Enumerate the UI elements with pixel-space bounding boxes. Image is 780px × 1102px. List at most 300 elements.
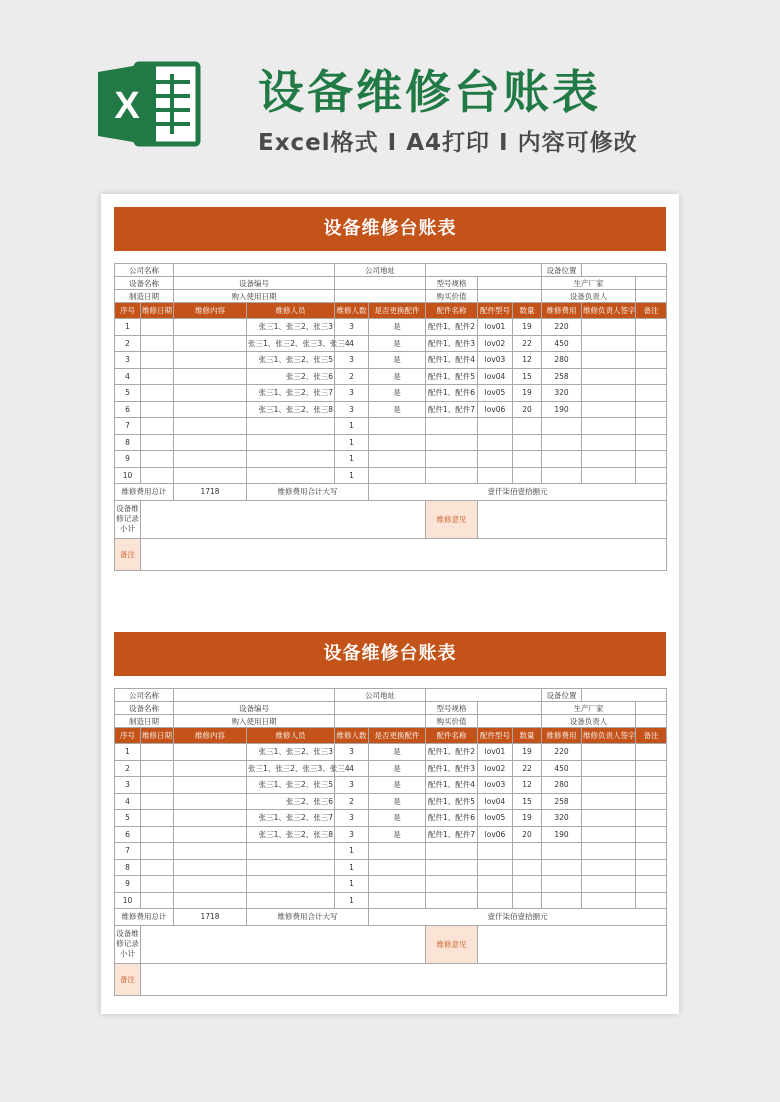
part-replaced-cell[interactable] [369,418,426,435]
repair-date-cell[interactable] [141,434,174,451]
manufacturer-value[interactable] [636,702,667,715]
part-replaced-cell[interactable]: 是 [369,744,426,761]
repair-date-cell[interactable] [141,352,174,369]
table-row [115,467,667,484]
row-no-cell: 7 [115,843,141,860]
repair-date-cell[interactable] [141,335,174,352]
part-replaced-cell[interactable]: 是 [369,335,426,352]
repair-cost-cell[interactable] [542,843,582,860]
repair-content-cell[interactable] [174,810,247,827]
row-no-cell: 5 [115,810,141,827]
device-location-label: 设备位置 [542,264,582,277]
repair-content-cell[interactable] [174,434,247,451]
part-model-cell[interactable]: lov04 [478,793,513,810]
repair-cost-cell[interactable]: 450 [542,760,582,777]
signer-cell[interactable] [582,385,636,402]
repair-cost-cell[interactable] [542,467,582,484]
signer-cell[interactable] [582,401,636,418]
signer-cell[interactable] [582,352,636,369]
column-header: 备注 [636,303,667,319]
part-replaced-cell[interactable]: 是 [369,401,426,418]
repair-staff-cell[interactable]: 张三1、张三2、张三8 [247,826,335,843]
quantity-cell[interactable] [513,467,542,484]
repair-cost-cell[interactable]: 450 [542,335,582,352]
row-no-cell: 1 [115,744,141,761]
quantity-cell[interactable]: 22 [513,760,542,777]
staff-count-cell[interactable]: 4 [335,760,369,777]
repair-date-cell[interactable] [141,810,174,827]
part-replaced-cell[interactable]: 是 [369,385,426,402]
signer-cell[interactable] [582,859,636,876]
part-model-cell[interactable]: lov01 [478,319,513,336]
staff-count-cell[interactable]: 3 [335,744,369,761]
row-no-cell: 10 [115,467,141,484]
quantity-cell[interactable]: 19 [513,319,542,336]
repair-staff-cell[interactable]: 张三1、张三2、张三3、张三4 [247,335,335,352]
staff-count-cell[interactable]: 1 [335,892,369,909]
repair-content-cell[interactable] [174,352,247,369]
signer-cell[interactable] [582,744,636,761]
repair-content-cell[interactable] [174,451,247,468]
part-name-cell[interactable] [426,418,478,435]
signer-cell[interactable] [582,335,636,352]
column-header: 配件型号 [478,303,513,319]
repair-staff-cell[interactable]: 张三1、张三2、张三3 [247,744,335,761]
quantity-cell[interactable] [513,892,542,909]
total-cost-value[interactable]: 1718 [174,909,247,926]
record-subtotal-value[interactable] [141,925,426,963]
part-model-cell[interactable]: lov03 [478,352,513,369]
repair-date-cell[interactable] [141,418,174,435]
quantity-cell[interactable]: 12 [513,352,542,369]
part-name-cell[interactable] [426,892,478,909]
part-replaced-cell[interactable]: 是 [369,810,426,827]
signer-cell[interactable] [582,418,636,435]
row-note-cell[interactable] [636,826,667,843]
ledger-title: 设备维修台账表 [114,207,666,251]
part-name-cell[interactable]: 配件1、配件4 [426,777,478,794]
staff-count-cell[interactable]: 3 [335,319,369,336]
table-row [115,793,667,810]
row-no-cell: 3 [115,777,141,794]
column-header: 维修人员 [247,728,335,744]
part-name-cell[interactable] [426,876,478,893]
column-header: 序号 [115,303,141,319]
staff-count-cell[interactable]: 2 [335,793,369,810]
repair-content-cell[interactable] [174,826,247,843]
part-replaced-cell[interactable]: 是 [369,777,426,794]
row-note-cell[interactable] [636,777,667,794]
repair-staff-cell[interactable]: 张三1、张三2、张三8 [247,401,335,418]
part-replaced-cell[interactable]: 是 [369,826,426,843]
part-replaced-cell[interactable] [369,843,426,860]
repair-date-cell[interactable] [141,876,174,893]
repair-staff-cell[interactable]: 张三1、张三2、张三3、张三4 [247,760,335,777]
purchase-price-label: 购买价值 [426,290,478,303]
part-model-cell[interactable]: lov01 [478,744,513,761]
quantity-cell[interactable] [513,451,542,468]
signer-cell[interactable] [582,434,636,451]
repair-staff-cell[interactable]: 张三1、张三2、张三7 [247,810,335,827]
repair-content-cell[interactable] [174,793,247,810]
row-note-cell[interactable] [636,793,667,810]
column-header-row [115,728,667,744]
quantity-cell[interactable]: 12 [513,777,542,794]
row-note-cell[interactable] [636,859,667,876]
part-replaced-cell[interactable]: 是 [369,760,426,777]
purchase-price-value[interactable] [478,715,542,728]
row-no-cell: 10 [115,892,141,909]
column-header: 数量 [513,728,542,744]
repair-content-cell[interactable] [174,892,247,909]
row-no-cell: 5 [115,385,141,402]
staff-count-cell[interactable]: 3 [335,352,369,369]
device-location-value[interactable] [582,689,667,702]
quantity-cell[interactable] [513,434,542,451]
repair-staff-cell[interactable]: 张三1、张三2、张三5 [247,352,335,369]
part-name-cell[interactable]: 配件1、配件6 [426,385,478,402]
staff-count-cell[interactable]: 1 [335,467,369,484]
company-name-value[interactable] [174,689,335,702]
company-address-label: 公司地址 [335,264,426,277]
repair-content-cell[interactable] [174,319,247,336]
total-row [115,909,667,926]
part-model-cell[interactable]: lov02 [478,335,513,352]
staff-count-cell[interactable]: 3 [335,385,369,402]
device-location-value[interactable] [582,264,667,277]
record-subtotal-value[interactable] [141,500,426,538]
repair-staff-cell[interactable] [247,859,335,876]
company-address-value[interactable] [426,689,542,702]
part-model-cell[interactable] [478,876,513,893]
repair-opinion-value[interactable] [478,925,667,963]
row-note-cell[interactable] [636,319,667,336]
row-note-cell[interactable] [636,876,667,893]
repair-cost-cell[interactable]: 320 [542,385,582,402]
repair-content-cell[interactable] [174,843,247,860]
repair-cost-cell[interactable]: 280 [542,352,582,369]
staff-count-cell[interactable]: 3 [335,401,369,418]
ledger-table [114,263,667,571]
repair-date-cell[interactable] [141,744,174,761]
repair-cost-cell[interactable] [542,451,582,468]
repair-content-cell[interactable] [174,368,247,385]
ledger-1 [114,207,666,571]
repair-staff-cell[interactable] [247,876,335,893]
repair-date-cell[interactable] [141,843,174,860]
part-replaced-cell[interactable] [369,859,426,876]
signer-cell[interactable] [582,777,636,794]
part-model-cell[interactable] [478,859,513,876]
quantity-cell[interactable]: 20 [513,826,542,843]
repair-staff-cell[interactable] [247,843,335,860]
part-model-cell[interactable]: lov02 [478,760,513,777]
repair-content-cell[interactable] [174,385,247,402]
quantity-cell[interactable]: 15 [513,793,542,810]
remark-label: 备注 [115,963,141,995]
repair-date-cell[interactable] [141,467,174,484]
part-name-cell[interactable]: 配件1、配件6 [426,810,478,827]
part-model-cell[interactable]: lov05 [478,385,513,402]
row-note-cell[interactable] [636,385,667,402]
repair-cost-cell[interactable] [542,859,582,876]
part-model-cell[interactable]: lov06 [478,401,513,418]
ledger-rows [115,319,667,484]
part-name-cell[interactable] [426,451,478,468]
part-model-cell[interactable]: lov03 [478,777,513,794]
part-name-cell[interactable] [426,434,478,451]
row-note-cell[interactable] [636,335,667,352]
staff-count-cell[interactable]: 4 [335,335,369,352]
total-uppercase-value[interactable]: 壹仟柒佰壹拾捌元 [369,484,667,501]
model-spec-value[interactable] [478,277,542,290]
quantity-cell[interactable]: 19 [513,385,542,402]
part-model-cell[interactable] [478,892,513,909]
part-model-cell[interactable] [478,434,513,451]
repair-cost-cell[interactable]: 320 [542,810,582,827]
repair-content-cell[interactable] [174,401,247,418]
part-model-cell[interactable] [478,843,513,860]
repair-date-cell[interactable] [141,760,174,777]
purchase-use-date-value[interactable] [335,715,426,728]
signer-cell[interactable] [582,843,636,860]
part-replaced-cell[interactable] [369,434,426,451]
signer-cell[interactable] [582,319,636,336]
purchase-price-value[interactable] [478,290,542,303]
part-replaced-cell[interactable]: 是 [369,319,426,336]
ledger-title: 设备维修台账表 [114,632,666,676]
row-note-cell[interactable] [636,401,667,418]
table-row [115,810,667,827]
device-number-value[interactable] [335,702,426,715]
part-name-cell[interactable] [426,843,478,860]
staff-count-cell[interactable]: 3 [335,777,369,794]
row-note-cell[interactable] [636,434,667,451]
info-row [115,715,667,728]
signer-cell[interactable] [582,793,636,810]
repair-staff-cell[interactable] [247,892,335,909]
repair-staff-cell[interactable] [247,434,335,451]
repair-cost-cell[interactable]: 220 [542,744,582,761]
staff-count-cell[interactable]: 1 [335,418,369,435]
company-name-value[interactable] [174,264,335,277]
device-owner-label: 设备负责人 [542,715,636,728]
part-name-cell[interactable]: 配件1、配件5 [426,793,478,810]
row-note-cell[interactable] [636,810,667,827]
row-note-cell[interactable] [636,760,667,777]
repair-staff-cell[interactable]: 张三1、张三2、张三7 [247,385,335,402]
quantity-cell[interactable]: 22 [513,335,542,352]
record-subtotal-label: 设备维修记录小计 [115,500,141,538]
total-uppercase-label: 维修费用合计大写 [247,484,369,501]
staff-count-cell[interactable]: 3 [335,826,369,843]
total-uppercase-label: 维修费用合计大写 [247,909,369,926]
manufacturer-value[interactable] [636,277,667,290]
repair-content-cell[interactable] [174,777,247,794]
repair-content-cell[interactable] [174,760,247,777]
part-name-cell[interactable]: 配件1、配件2 [426,744,478,761]
part-replaced-cell[interactable]: 是 [369,352,426,369]
quantity-cell[interactable] [513,859,542,876]
company-address-value[interactable] [426,264,542,277]
column-header: 维修人数 [335,728,369,744]
repair-cost-cell[interactable]: 258 [542,793,582,810]
repair-content-cell[interactable] [174,744,247,761]
column-header: 配件名称 [426,728,478,744]
row-no-cell: 6 [115,401,141,418]
row-note-cell[interactable] [636,744,667,761]
remark-value[interactable] [141,963,667,995]
repair-date-cell[interactable] [141,859,174,876]
repair-content-cell[interactable] [174,859,247,876]
remark-value[interactable] [141,538,667,570]
row-note-cell[interactable] [636,368,667,385]
repair-staff-cell[interactable]: 张三2、张三6 [247,368,335,385]
quantity-cell[interactable] [513,843,542,860]
row-note-cell[interactable] [636,843,667,860]
company-name-label: 公司名称 [115,264,174,277]
purchase-use-date-value[interactable] [335,290,426,303]
total-cost-value[interactable]: 1718 [174,484,247,501]
part-replaced-cell[interactable] [369,876,426,893]
table-row [115,826,667,843]
repair-content-cell[interactable] [174,467,247,484]
quantity-cell[interactable]: 20 [513,401,542,418]
repair-staff-cell[interactable] [247,451,335,468]
row-note-cell[interactable] [636,467,667,484]
repair-date-cell[interactable] [141,319,174,336]
row-note-cell[interactable] [636,892,667,909]
device-owner-label: 设备负责人 [542,290,636,303]
repair-cost-cell[interactable] [542,434,582,451]
part-name-cell[interactable] [426,467,478,484]
part-replaced-cell[interactable] [369,451,426,468]
repair-content-cell[interactable] [174,418,247,435]
repair-cost-cell[interactable] [542,876,582,893]
staff-count-cell[interactable]: 1 [335,434,369,451]
repair-cost-cell[interactable]: 280 [542,777,582,794]
repair-content-cell[interactable] [174,876,247,893]
signer-cell[interactable] [582,760,636,777]
repair-cost-cell[interactable] [542,892,582,909]
signer-cell[interactable] [582,810,636,827]
staff-count-cell[interactable]: 1 [335,876,369,893]
repair-staff-cell[interactable]: 张三2、张三6 [247,793,335,810]
repair-staff-cell[interactable]: 张三1、张三2、张三5 [247,777,335,794]
part-replaced-cell[interactable] [369,467,426,484]
signer-cell[interactable] [582,368,636,385]
quantity-cell[interactable]: 19 [513,744,542,761]
repair-staff-cell[interactable] [247,418,335,435]
row-note-cell[interactable] [636,418,667,435]
part-model-cell[interactable] [478,418,513,435]
part-model-cell[interactable]: lov05 [478,810,513,827]
signer-cell[interactable] [582,892,636,909]
column-header: 是否更换配件 [369,728,426,744]
summary-row [115,925,667,963]
table-row [115,744,667,761]
row-note-cell[interactable] [636,352,667,369]
repair-date-cell[interactable] [141,451,174,468]
quantity-cell[interactable]: 19 [513,810,542,827]
model-spec-value[interactable] [478,702,542,715]
repair-cost-cell[interactable]: 190 [542,826,582,843]
part-model-cell[interactable]: lov06 [478,826,513,843]
staff-count-cell[interactable]: 2 [335,368,369,385]
device-owner-value[interactable] [636,715,667,728]
part-name-cell[interactable]: 配件1、配件5 [426,368,478,385]
row-no-cell: 6 [115,826,141,843]
part-replaced-cell[interactable] [369,892,426,909]
part-name-cell[interactable]: 配件1、配件7 [426,826,478,843]
column-header-row [115,303,667,319]
part-name-cell[interactable]: 配件1、配件3 [426,335,478,352]
column-header: 维修日期 [141,303,174,319]
purchase-use-date-label: 购入使用日期 [174,715,335,728]
quantity-cell[interactable] [513,876,542,893]
column-header: 配件型号 [478,728,513,744]
repair-date-cell[interactable] [141,892,174,909]
part-replaced-cell[interactable]: 是 [369,368,426,385]
repair-cost-cell[interactable]: 220 [542,319,582,336]
part-name-cell[interactable]: 配件1、配件7 [426,401,478,418]
ledger-table [114,688,667,996]
repair-date-cell[interactable] [141,777,174,794]
part-model-cell[interactable] [478,451,513,468]
part-name-cell[interactable]: 配件1、配件2 [426,319,478,336]
signer-cell[interactable] [582,876,636,893]
repair-opinion-value[interactable] [478,500,667,538]
page-title: 设备维修台账表 [258,65,601,119]
signer-cell[interactable] [582,467,636,484]
signer-cell[interactable] [582,826,636,843]
part-replaced-cell[interactable]: 是 [369,793,426,810]
signer-cell[interactable] [582,451,636,468]
part-model-cell[interactable] [478,467,513,484]
total-uppercase-value[interactable]: 壹仟柒佰壹拾捌元 [369,909,667,926]
repair-date-cell[interactable] [141,826,174,843]
repair-staff-cell[interactable] [247,467,335,484]
manufacture-date-label: 制造日期 [115,715,174,728]
repair-date-cell[interactable] [141,385,174,402]
column-header: 维修日期 [141,728,174,744]
model-spec-label: 型号规格 [426,702,478,715]
part-name-cell[interactable] [426,859,478,876]
repair-staff-cell[interactable]: 张三1、张三2、张三3 [247,319,335,336]
device-name-label: 设备名称 [115,277,174,290]
purchase-price-label: 购买价值 [426,715,478,728]
device-number-value[interactable] [335,277,426,290]
part-model-cell[interactable]: lov04 [478,368,513,385]
staff-count-cell[interactable]: 1 [335,843,369,860]
repair-cost-cell[interactable] [542,418,582,435]
device-owner-value[interactable] [636,290,667,303]
repair-date-cell[interactable] [141,793,174,810]
repair-cost-cell[interactable]: 258 [542,368,582,385]
part-name-cell[interactable]: 配件1、配件3 [426,760,478,777]
repair-date-cell[interactable] [141,401,174,418]
staff-count-cell[interactable]: 3 [335,810,369,827]
staff-count-cell[interactable]: 1 [335,859,369,876]
repair-content-cell[interactable] [174,335,247,352]
repair-cost-cell[interactable]: 190 [542,401,582,418]
repair-date-cell[interactable] [141,368,174,385]
part-name-cell[interactable]: 配件1、配件4 [426,352,478,369]
row-note-cell[interactable] [636,451,667,468]
quantity-cell[interactable]: 15 [513,368,542,385]
quantity-cell[interactable] [513,418,542,435]
staff-count-cell[interactable]: 1 [335,451,369,468]
